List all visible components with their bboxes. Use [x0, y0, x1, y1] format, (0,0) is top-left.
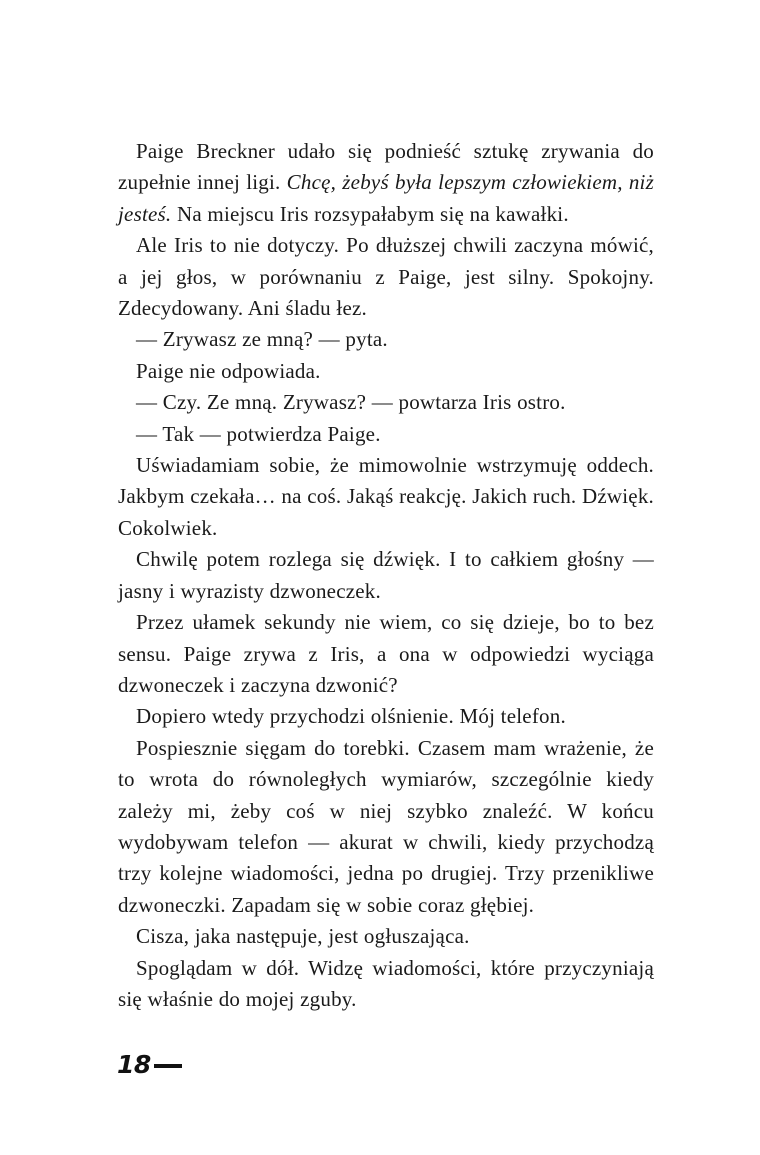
page-number: 18: [117, 1049, 151, 1079]
text-run: Na miejscu Iris rozsypałabym się na kawałki.: [171, 201, 569, 226]
text-run: Cisza, jaka następuje, jest ogłuszająca.: [136, 924, 470, 949]
text-run: — Czy. Ze mną. Zrywasz? — powtarza Iris ostro.: [136, 390, 566, 415]
text-run: Pospiesznie sięgam do torebki. Czasem mam wrażenie, że to wrota do równoległych wymiarów, szczególnie kiedy zależy mi, żeby coś w niej szybko znaleźć. W końcu wydobywam telefon — akurat w chwili, kiedy przychodzą trzy kolejne wiadomości, jedna po drugiej. Trzy przenikliwe dzwoneczki. Zapadam się w sobie coraz głębiej.: [118, 735, 654, 917]
folio-rule: [154, 1064, 182, 1068]
body-paragraph: [118, 733, 654, 921]
text-run: Paige Breckner udało się podnieść sztukę zrywania do zupełnie innej ligi.: [118, 139, 654, 195]
body-paragraph: [118, 544, 654, 607]
body-paragraph: [118, 450, 654, 544]
text-run: Spoglądam w dół. Widzę wiadomości, które przyczyniają się właśnie do mojej zguby.: [118, 955, 654, 1011]
text-run: Przez ułamek sekundy nie wiem, co się dzieje, bo to bez sensu. Paige zrywa z Iris, a ona w odpowiedzi wyciąga dzwoneczek i zaczyna dzwonić?: [118, 610, 654, 697]
body-paragraph: [118, 136, 654, 230]
text-run: — Zrywasz ze mną? — pyta.: [136, 327, 388, 352]
text-run: Paige nie odpowiada.: [136, 358, 321, 383]
italic-emphasis: Chcę, żebyś była lepszym człowiekiem, niż jesteś.: [118, 170, 654, 226]
body-paragraph: [118, 230, 654, 324]
body-paragraph: [118, 701, 654, 732]
dialogue-paragraph: [118, 387, 654, 418]
text-run: Dopiero wtedy przychodzi olśnienie. Mój telefon.: [136, 704, 566, 729]
text-run: Ale Iris to nie dotyczy. Po dłuższej chwili zaczyna mówić, a jej głos, w porównaniu z Paige, jest silny. Spokojny. Zdecydowany. Ani śladu łez.: [118, 233, 654, 321]
body-paragraph: [118, 953, 654, 1016]
text-run: Chwilę potem rozlega się dźwięk. I to całkiem głośny — jasny i wyrazisty dzwoneczek.: [118, 547, 654, 603]
dialogue-paragraph: [118, 419, 654, 450]
text-run: — Tak — potwierdza Paige.: [136, 421, 381, 446]
dialogue-paragraph: [118, 324, 654, 355]
folio: [117, 1047, 182, 1081]
body-paragraph: [118, 356, 654, 387]
body-text-block: [118, 136, 654, 1015]
text-run: Uświadamiam sobie, że mimowolnie wstrzymuję oddech. Jakbym czekała… na coś. Jakąś reakcję. Jakich ruch. Dźwięk. Cokolwiek.: [118, 453, 654, 540]
body-paragraph: [118, 607, 654, 701]
body-paragraph: [118, 921, 654, 952]
